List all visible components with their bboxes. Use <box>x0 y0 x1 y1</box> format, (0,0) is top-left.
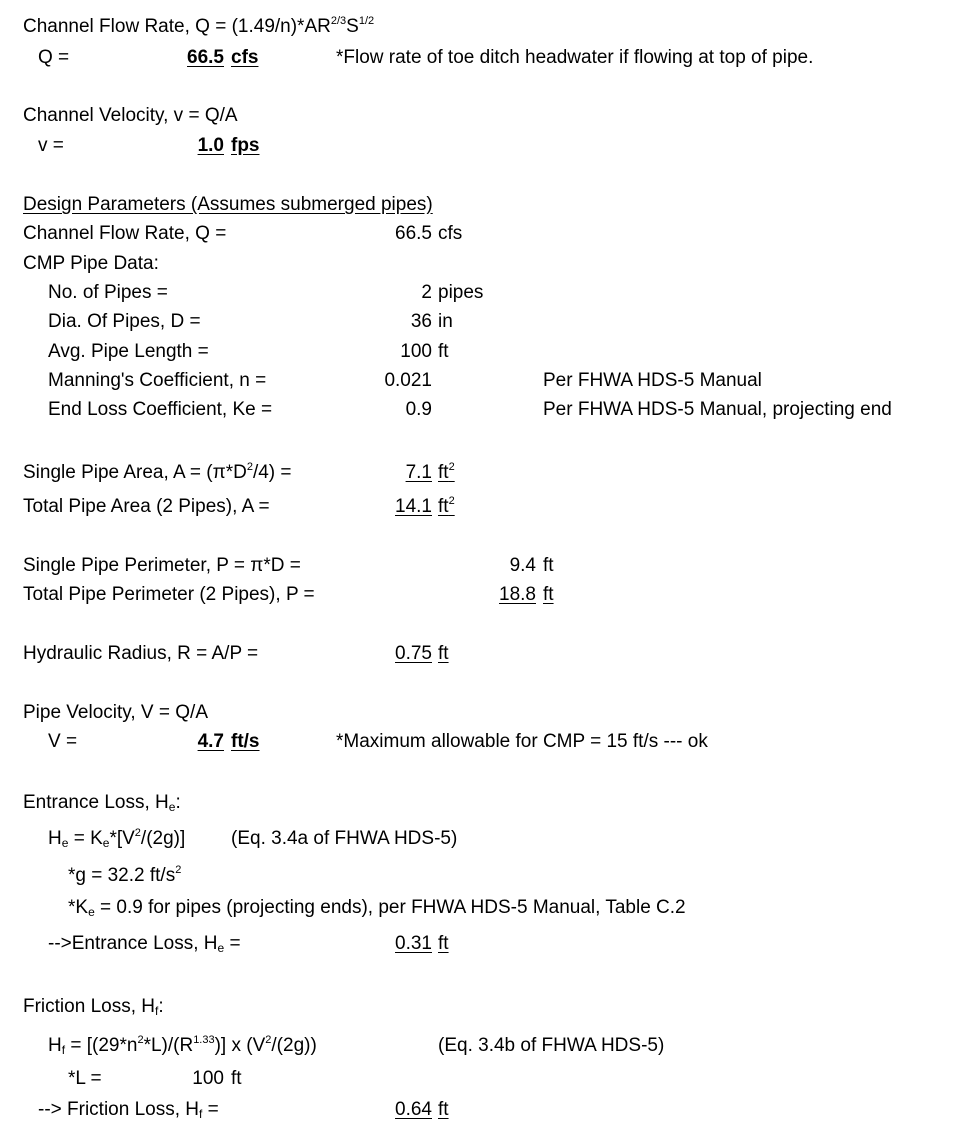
design-row-label: No. of Pipes = <box>48 282 168 303</box>
single-pipe-perimeter-value: 9.4 <box>509 555 536 576</box>
design-row-label: Dia. Of Pipes, D = <box>48 311 201 332</box>
total-pipe-area-label: Total Pipe Area (2 Pipes), A = <box>23 496 270 517</box>
design-row-note: Per FHWA HDS-5 Manual, projecting end <box>543 399 892 420</box>
channel-velocity-v-value: 1.0 <box>197 135 224 156</box>
pipe-length-unit: ft <box>231 1068 242 1089</box>
hydraulic-radius-value: 0.75 <box>395 643 432 664</box>
entrance-loss-equation: $H_e = K_e*[V^2/(2g)]$ <box>48 827 186 850</box>
single-pipe-perimeter-label: Single Pipe Perimeter, P = π*D = <box>23 555 301 576</box>
channel-velocity-v-unit: fps <box>231 135 260 156</box>
design-row-value: 2 <box>421 282 432 303</box>
design-row-label: Manning's Coefficient, n = <box>48 370 267 391</box>
design-row-unit: in <box>438 311 453 332</box>
pipe-length-value: 100 <box>192 1068 224 1089</box>
total-pipe-perimeter-label: Total Pipe Perimeter (2 Pipes), P = <box>23 584 315 605</box>
design-flow-value: 66.5 <box>395 223 432 244</box>
total-pipe-perimeter-value: 18.8 <box>499 584 536 605</box>
entrance-loss-reference: (Eq. 3.4a of FHWA HDS-5) <box>231 828 458 849</box>
entrance-loss-result-value: 0.31 <box>395 933 432 954</box>
friction-loss-result-label: --> Friction Loss, $H_f$ = <box>38 1099 219 1121</box>
total-pipe-perimeter-unit: ft <box>543 584 554 605</box>
entrance-loss-heading: Entrance Loss, $H_e$: <box>23 792 181 814</box>
cmp-pipe-data-label: CMP Pipe Data: <box>23 253 159 274</box>
channel-velocity-equation: Channel Velocity, v = Q/A <box>23 105 238 126</box>
total-pipe-area-unit: $ft^2$ <box>438 495 455 517</box>
pipe-velocity-note: *Maximum allowable for CMP = 15 ft/s --- ok <box>336 731 708 752</box>
single-pipe-area-value: 7.1 <box>405 462 432 483</box>
design-row-unit: ft <box>438 341 449 362</box>
design-row-value: 0.9 <box>405 399 432 420</box>
design-flow-unit: cfs <box>438 223 463 244</box>
ke-note: $*K_e = 0.9$ for pipes (projecting ends), per FHWA HDS-5 Manual, Table C.2 <box>68 897 686 919</box>
friction-loss-heading: Friction Loss, $H_f$: <box>23 996 164 1018</box>
design-row-note: Per FHWA HDS-5 Manual <box>543 370 762 391</box>
design-row-unit: pipes <box>438 282 484 303</box>
pipe-velocity-unit: ft/s <box>231 731 260 752</box>
channel-flow-q-label: Q = <box>38 47 70 68</box>
design-row-label: Avg. Pipe Length = <box>48 341 209 362</box>
channel-velocity-v-label: v = <box>38 135 64 156</box>
hydraulic-radius-unit: ft <box>438 643 449 664</box>
entrance-loss-result-label: -->Entrance Loss, $H_e$ = <box>48 933 241 955</box>
friction-loss-result-value: 0.64 <box>395 1099 432 1120</box>
entrance-loss-result-unit: ft <box>438 933 449 954</box>
total-pipe-area-value: 14.1 <box>395 496 432 517</box>
channel-flow-note: *Flow rate of toe ditch headwater if flowing at top of pipe. <box>336 47 814 68</box>
single-pipe-area-unit: $ft^2$ <box>438 461 455 483</box>
channel-flow-q-unit: cfs <box>231 47 259 68</box>
design-row-value: 36 <box>410 311 432 332</box>
friction-loss-result-unit: ft <box>438 1099 449 1120</box>
hydraulic-radius-label: Hydraulic Radius, R = A/P = <box>23 643 259 664</box>
pipe-velocity-label: V = <box>48 731 78 752</box>
channel-flow-equation: Channel Flow Rate, $Q = (1.49/n)*AR^{2/3}S^{1/2}$ <box>23 15 375 37</box>
gravity-constant: *g = 32.2 $ft/s^2$ <box>68 864 182 886</box>
friction-loss-equation: $H_f = [(29*n^2*L)/(R^{1.33})]$ x $(V^2/(2g))$ <box>48 1034 317 1057</box>
single-pipe-perimeter-unit: ft <box>543 555 554 576</box>
pipe-velocity-value: 4.7 <box>197 731 224 752</box>
design-row-label: End Loss Coefficient, Ke = <box>48 399 273 420</box>
pipe-length-label: *L = <box>68 1068 102 1089</box>
design-flow-label: Channel Flow Rate, Q = <box>23 223 227 244</box>
single-pipe-area-label: Single Pipe Area, $A = (\pi*D^2/4)$ = <box>23 461 292 483</box>
friction-loss-reference: (Eq. 3.4b of FHWA HDS-5) <box>438 1035 665 1056</box>
design-row-value: 100 <box>400 341 432 362</box>
channel-flow-q-value: 66.5 <box>187 47 224 68</box>
design-row-value: 0.021 <box>384 370 432 391</box>
design-parameters-heading: Design Parameters (Assumes submerged pipes) <box>23 194 433 215</box>
pipe-velocity-equation: Pipe Velocity, V = Q/A <box>23 702 208 723</box>
